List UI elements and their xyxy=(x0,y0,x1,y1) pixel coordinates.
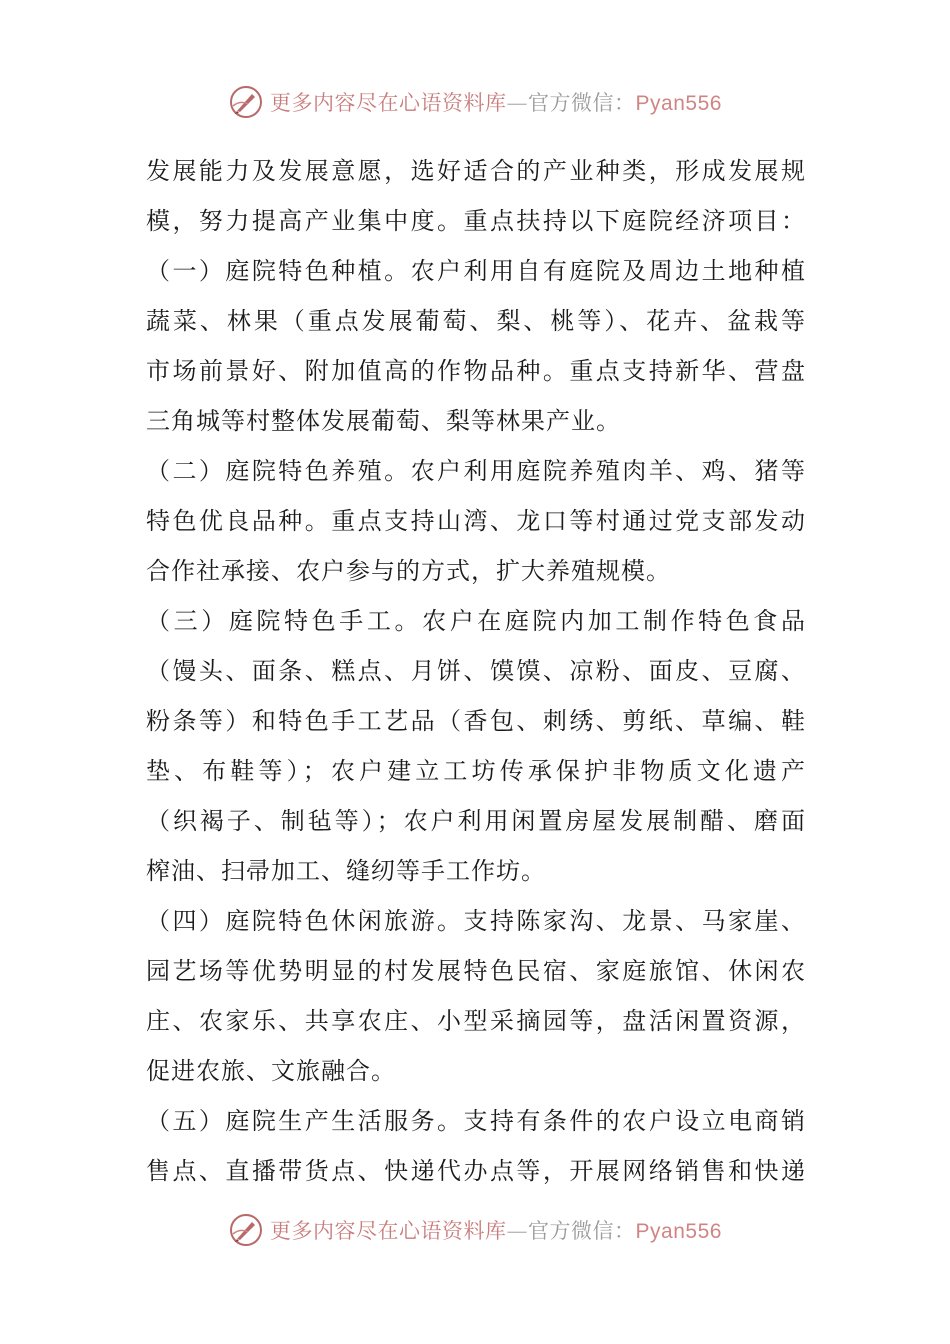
text-line: 蔬菜、林果（重点发展葡萄、梨、桃等）、花卉、盆栽等 xyxy=(146,307,806,335)
text-line: 发展能力及发展意愿，选好适合的产业种类，形成发展规 xyxy=(146,157,806,185)
text-line: 垫、布鞋等）；农户建立工坊传承保护非物质文化遗产 xyxy=(146,757,806,785)
text-line: （一）庭院特色种植。农户利用自有庭院及周边土地种植 xyxy=(146,257,806,285)
watermark-separator: — xyxy=(506,1219,529,1243)
watermark-brand: 更多内容尽在心语资料库 xyxy=(270,91,507,115)
text-line: （三）庭院特色手工。农户在庭院内加工制作特色食品 xyxy=(146,607,806,635)
pen-logo-icon xyxy=(228,84,264,120)
watermark-brand: 更多内容尽在心语资料库 xyxy=(270,1219,507,1243)
pen-logo-icon xyxy=(228,1212,264,1248)
watermark-contact-prefix: 官方微信： xyxy=(528,91,636,115)
text-line: 三角城等村整体发展葡萄、梨等林果产业。 xyxy=(146,407,621,435)
text-line: 庄、农家乐、共享农庄、小型采摘园等，盘活闲置资源， xyxy=(146,1007,806,1035)
footer-watermark xyxy=(0,1210,950,1250)
watermark-separator: — xyxy=(506,91,529,115)
text-line: 模，努力提高产业集中度。重点扶持以下庭院经济项目： xyxy=(146,207,806,235)
text-line: （四）庭院特色休闲旅游。支持陈家沟、龙景、马家崖、 xyxy=(146,907,806,935)
text-line: 促进农旅、文旅融合。 xyxy=(146,1057,396,1085)
watermark-text xyxy=(270,87,722,117)
text-line: 榨油、扫帚加工、缝纫等手工作坊。 xyxy=(146,857,546,885)
text-line: （织褐子、制毡等）；农户利用闲置房屋发展制醋、磨面 xyxy=(146,807,806,835)
watermark-contact-prefix: 官方微信： xyxy=(528,1219,636,1243)
text-line: 特色优良品种。重点支持山湾、龙口等村通过党支部发动 xyxy=(146,507,806,535)
text-line: （二）庭院特色养殖。农户利用庭院养殖肉羊、鸡、猪等 xyxy=(146,457,806,485)
watermark-contact-id: Pyan556 xyxy=(635,1220,722,1243)
text-line: 市场前景好、附加值高的作物品种。重点支持新华、营盘 xyxy=(146,357,806,385)
header-watermark xyxy=(0,82,950,122)
document-body xyxy=(146,146,806,1196)
text-line: 合作社承接、农户参与的方式，扩大养殖规模。 xyxy=(146,557,671,585)
text-line: （馒头、面条、糕点、月饼、馍馍、凉粉、面皮、豆腐、 xyxy=(146,657,806,685)
text-line: 售点、直播带货点、快递代办点等，开展网络销售和快递 xyxy=(146,1157,806,1185)
watermark-text xyxy=(270,1215,722,1245)
text-line: 粉条等）和特色手工艺品（香包、刺绣、剪纸、草编、鞋 xyxy=(146,707,806,735)
watermark-contact-id: Pyan556 xyxy=(635,92,722,115)
text-line: 园艺场等优势明显的村发展特色民宿、家庭旅馆、休闲农 xyxy=(146,957,806,985)
text-line: （五）庭院生产生活服务。支持有条件的农户设立电商销 xyxy=(146,1107,806,1135)
